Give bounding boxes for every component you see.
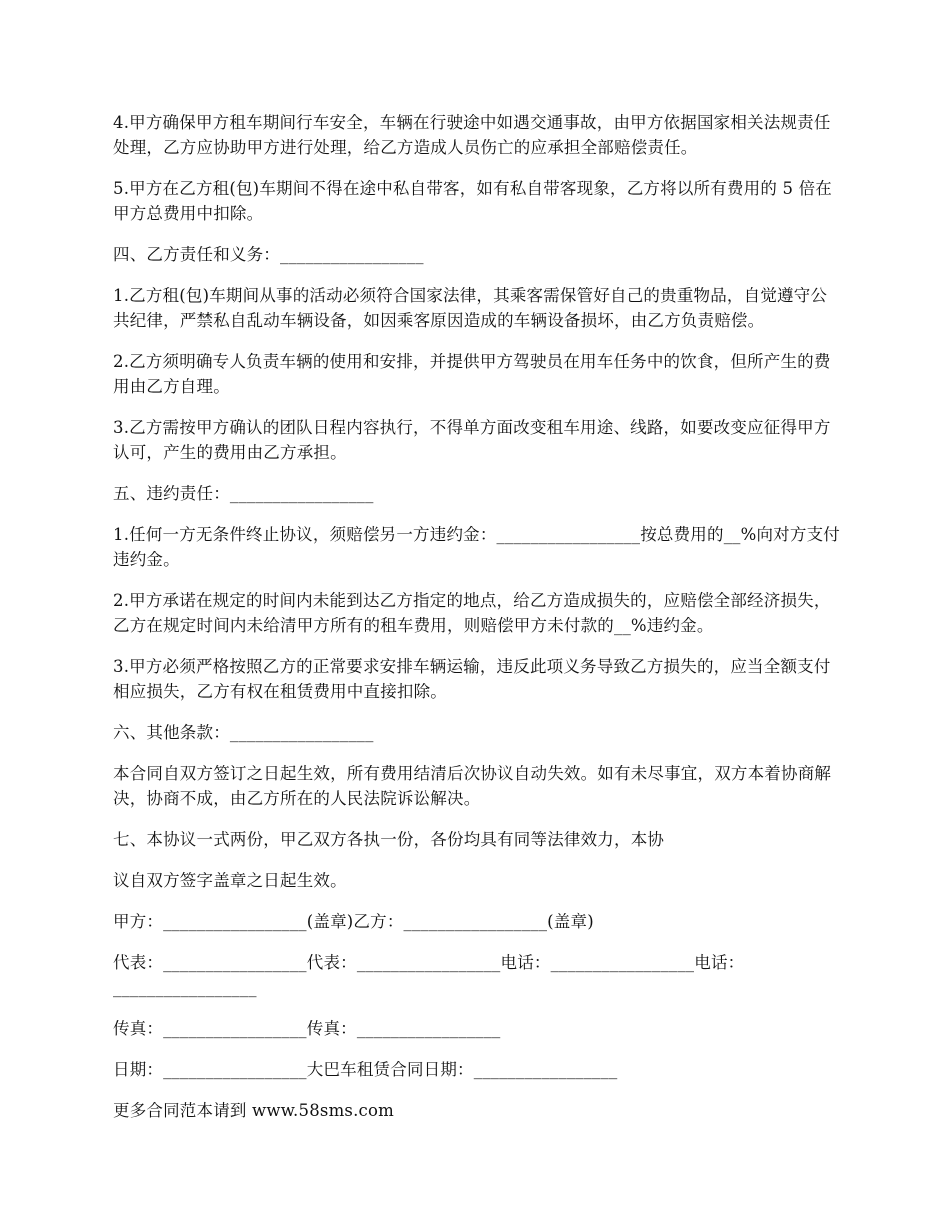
signature-line-representatives: 代表：_________________代表：_________________电话：_________________电话：_________________ [113,953,745,997]
signature-line-date: 日期：_________________大巴车租赁合同日期：_________________ [113,1060,618,1079]
party-b-clause-1: 1.乙方租(包)车期间从事的活动必须符合国家法律，其乘客需保管好自己的贵重物品，自觉遵守公共纪律，严禁私自乱动车辆设备，如因乘客原因造成的车辆设备损坏，由乙方负责赔偿。 [113,286,828,330]
section-7-copies: 七、本协议一式两份，甲乙双方各执一份，各份均具有同等法律效力，本协 [113,830,665,849]
section-7-continuation: 议自双方签字盖章之日起生效。 [113,871,347,890]
breach-clause-1: 1.任何一方无条件终止协议，须赔偿另一方违约金：_________________按总费用的__%向对方支付违约金。 [113,525,840,569]
party-b-clause-2: 2.乙方须明确专人负责车辆的使用和安排，并提供甲方驾驶员在用车任务中的饮食，但所产生的费用由乙方自理。 [113,352,831,396]
party-b-clause-3: 3.乙方需按甲方确认的团队日程内容执行，不得单方面改变租车用途、线路，如要改变应征得甲方认可，产生的费用由乙方承担。 [113,418,831,462]
section-4-heading: 四、乙方责任和义务：_________________ [113,245,424,264]
contract-page [113,110,843,1139]
clause-4-traffic-safety: 4.甲方确保甲方租车期间行车安全，车辆在行驶途中如遇交通事故，由甲方依据国家相关法规责任处理，乙方应协助甲方进行处理，给乙方造成人员伤亡的应承担全部赔偿责任。 [113,113,831,157]
footer-more-templates: 更多合同范本请到 www.58sms.com [113,1101,394,1120]
section-6-heading: 六、其他条款：_________________ [113,723,374,742]
signature-line-fax: 传真：_________________传真：_________________ [113,1019,501,1038]
breach-clause-2: 2.甲方承诺在规定的时间内未能到达乙方指定的地点，给乙方造成损失的，应赔偿全部经济损失，乙方在规定时间内未给清甲方所有的租车费用，则赔偿甲方未付款的__%违约金。 [113,591,831,635]
breach-clause-3: 3.甲方必须严格按照乙方的正常要求安排车辆运输，违反此项义务导致乙方损失的，应当全额支付相应损失，乙方有权在租赁费用中直接扣除。 [113,657,831,701]
signature-line-parties: 甲方：_________________(盖章)乙方：_________________(盖章) [113,912,594,931]
effective-clause: 本合同自双方签订之日起生效，所有费用结清后次协议自动失效。如有未尽事宜，双方本着协商解决，协商不成，由乙方所在的人民法院诉讼解决。 [113,764,832,808]
section-5-heading: 五、违约责任：_________________ [113,484,374,503]
clause-5-private-passengers: 5.甲方在乙方租(包)车期间不得在途中私自带客，如有私自带客现象，乙方将以所有费用的 5 倍在甲方总费用中扣除。 [113,179,833,223]
